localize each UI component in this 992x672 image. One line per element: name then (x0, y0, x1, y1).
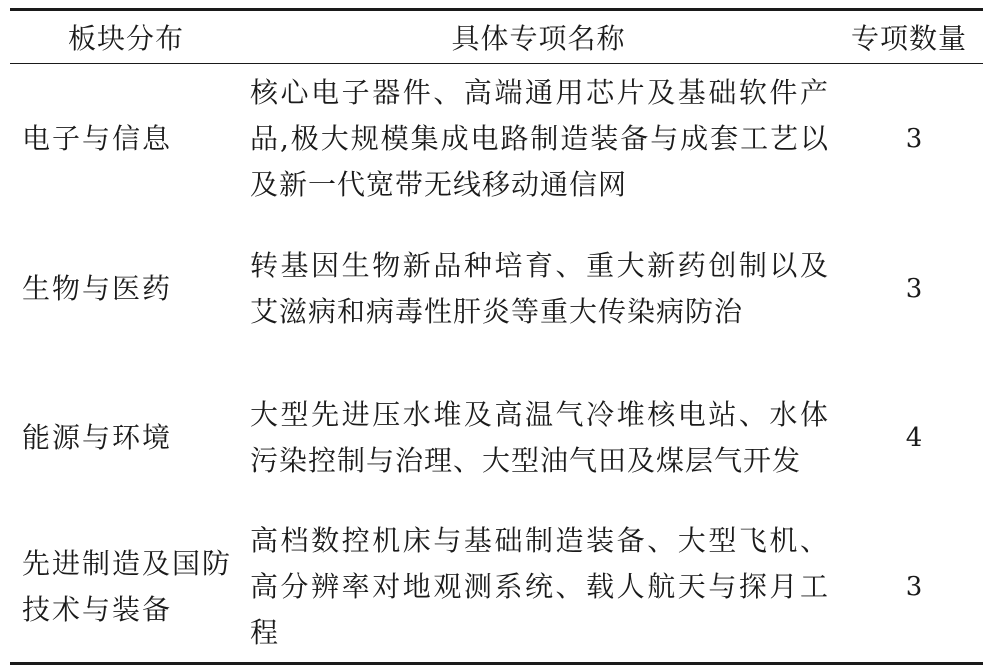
row-block: 能源与环境 (22, 420, 173, 454)
table-row (10, 64, 983, 214)
table-body (10, 11, 983, 63)
table-row (10, 363, 983, 512)
bottom-rule (10, 662, 983, 665)
row-project-name: 转基因生物新品种培育、重大新药创制以及艾滋病和病毒性肝炎等重大传染病防治 (250, 248, 829, 328)
row-block: 先进制造及国防技术与装备 (22, 547, 233, 626)
special-projects-table (10, 8, 983, 665)
row-block: 电子与信息 (22, 122, 173, 155)
row-project-name: 大型先进压水堆及高温气冷堆核电站、水体污染控制与治理、大型油气田及煤层气开发 (250, 397, 829, 477)
header-project-name: 具体专项名称 (451, 22, 626, 55)
row-project-count: 3 (905, 124, 923, 154)
table-row (10, 512, 983, 662)
table-row (10, 214, 983, 363)
header-block: 板块分布 (67, 22, 184, 55)
table-header (10, 11, 983, 63)
row-block: 生物与医药 (22, 271, 173, 305)
row-project-count: 3 (905, 273, 923, 304)
header-project-count: 专项数量 (850, 22, 967, 55)
row-project-count: 3 (905, 572, 923, 602)
row-project-name: 核心电子器件、高端通用芯片及基础软件产品,极大规模集成电路制造装备与成套工艺以及新一代宽带无线移动通信网 (250, 76, 829, 201)
table-rows (10, 64, 983, 662)
row-project-name: 高档数控机床与基础制造装备、大型飞机、高分辨率对地观测系统、载人航天与探月工程 (250, 524, 829, 649)
row-project-count: 4 (905, 422, 923, 453)
